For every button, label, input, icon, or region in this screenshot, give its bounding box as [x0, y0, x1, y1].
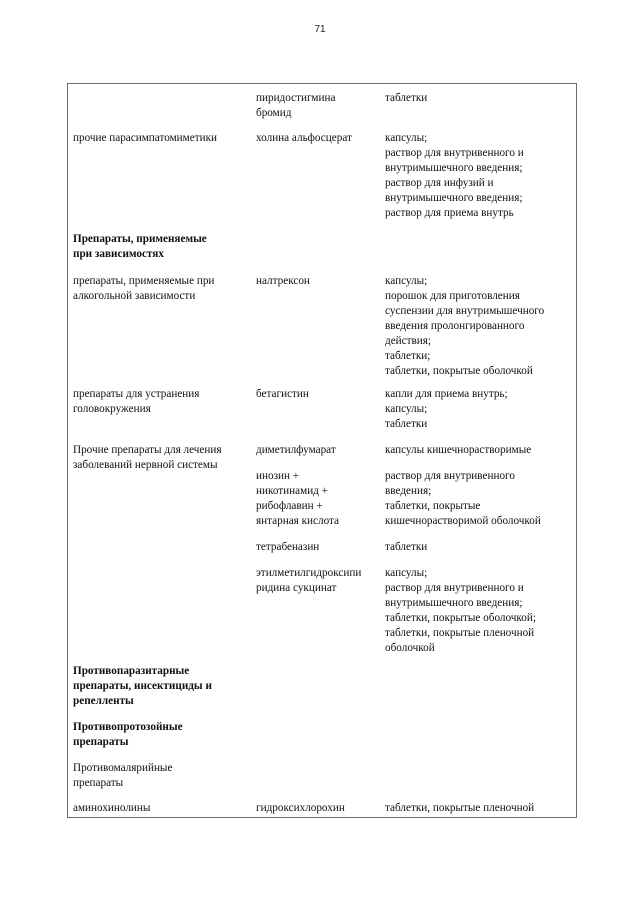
- drug-name-cell: [256, 801, 376, 816]
- drug-name-cell: [256, 443, 376, 458]
- dosage-form-line: внутримышечного введения;: [385, 192, 523, 204]
- drug-name-cell: [256, 274, 376, 289]
- drug-name-line: инозин +: [256, 470, 300, 482]
- dosage-form-line: раствор для приема внутрь: [385, 207, 514, 219]
- dosage-form-cell: [385, 566, 573, 656]
- drug-name-cell: [256, 387, 376, 402]
- group-line: заболеваний нервной системы: [73, 459, 218, 471]
- dosage-form-line: введения;: [385, 485, 432, 497]
- dosage-form-line: таблетки: [385, 418, 428, 430]
- section-heading-line: Противопротозойные: [73, 721, 183, 733]
- section-heading-line: репелленты: [73, 695, 134, 707]
- dosage-form-cell: [385, 91, 573, 106]
- drug-name-line: рибофлавин +: [256, 500, 323, 512]
- dosage-form-line: капсулы;: [385, 403, 428, 415]
- group-line: препараты для устранения: [73, 388, 200, 400]
- dosage-form-cell: [385, 540, 573, 555]
- group-cell: [73, 387, 248, 417]
- dosage-form-line: раствор для инфузий и: [385, 177, 494, 189]
- group-line: прочие парасимпатомиметики: [73, 132, 217, 144]
- dosage-form-line: раствор для внутривенного и: [385, 582, 524, 594]
- drug-name-line: бромид: [256, 107, 292, 119]
- group-cell: [73, 131, 248, 146]
- dosage-form-line: введения пролонгированного: [385, 320, 525, 332]
- section-heading: [73, 720, 248, 750]
- group-line: Противомалярийные: [73, 762, 173, 774]
- drug-name-line: янтарная кислота: [256, 515, 340, 527]
- dosage-form-line: капсулы;: [385, 275, 428, 287]
- drug-name-cell: [256, 469, 376, 529]
- section-heading: [73, 232, 248, 262]
- drug-name-line: холина альфосцерат: [256, 132, 352, 144]
- group-line: алкогольной зависимости: [73, 290, 196, 302]
- dosage-form-line: капсулы кишечнорастворимые: [385, 444, 532, 456]
- dosage-form-line: действия;: [385, 335, 432, 347]
- dosage-form-cell: [385, 801, 573, 816]
- dosage-form-cell: [385, 131, 573, 221]
- group-line: препараты, применяемые при: [73, 275, 215, 287]
- dosage-form-cell: [385, 443, 573, 458]
- dosage-form-cell: [385, 274, 573, 379]
- drug-name-cell: [256, 566, 376, 596]
- dosage-form-cell: [385, 387, 573, 432]
- dosage-form-line: таблетки: [385, 541, 428, 553]
- drug-name-cell: [256, 540, 376, 555]
- dosage-form-line: таблетки, покрытые оболочкой: [385, 365, 533, 377]
- dosage-form-line: таблетки, покрытые пленочной: [385, 802, 535, 814]
- dosage-form-line: таблетки, покрытые пленочной: [385, 627, 535, 639]
- section-heading: [73, 664, 248, 709]
- drug-name-line: ридина сукцинат: [256, 582, 337, 594]
- group-cell: [73, 274, 248, 304]
- section-heading-line: при зависимостях: [73, 248, 164, 260]
- group-cell: [73, 761, 248, 791]
- dosage-form-line: раствор для внутривенного и: [385, 147, 524, 159]
- section-heading-line: препараты: [73, 736, 129, 748]
- drug-name-cell: [256, 131, 376, 146]
- page-number: 71: [314, 24, 326, 35]
- dosage-form-line: таблетки, покрытые: [385, 500, 481, 512]
- group-cell: [73, 801, 248, 816]
- dosage-form-line: порошок для приготовления: [385, 290, 520, 302]
- dosage-form-line: суспензии для внутримышечного: [385, 305, 545, 317]
- drug-name-line: гидроксихлорохин: [256, 802, 345, 814]
- dosage-form-line: таблетки;: [385, 350, 431, 362]
- drug-name-line: диметилфумарат: [256, 444, 336, 456]
- drug-name-line: тетрабеназин: [256, 541, 320, 553]
- dosage-form-line: капли для приема внутрь;: [385, 388, 508, 400]
- drug-name-cell: [256, 91, 376, 121]
- dosage-form-line: таблетки: [385, 92, 428, 104]
- dosage-form-line: капсулы;: [385, 132, 428, 144]
- drug-name-line: бетагистин: [256, 388, 309, 400]
- section-heading-line: Противопаразитарные: [73, 665, 190, 677]
- dosage-form-line: оболочкой: [385, 642, 435, 654]
- dosage-form-line: внутримышечного введения;: [385, 597, 523, 609]
- drug-name-line: этилметилгидроксипи: [256, 567, 362, 579]
- group-line: Прочие препараты для лечения: [73, 444, 222, 456]
- drug-name-line: налтрексон: [256, 275, 310, 287]
- group-cell: [73, 443, 248, 473]
- group-line: аминохинолины: [73, 802, 151, 814]
- dosage-form-line: капсулы;: [385, 567, 428, 579]
- dosage-form-line: раствор для внутривенного: [385, 470, 515, 482]
- group-line: препараты: [73, 777, 124, 789]
- dosage-form-cell: [385, 469, 573, 529]
- drug-name-line: никотинамид +: [256, 485, 328, 497]
- section-heading-line: препараты, инсектициды и: [73, 680, 212, 692]
- dosage-form-line: внутримышечного введения;: [385, 162, 523, 174]
- group-line: головокружения: [73, 403, 151, 415]
- section-heading-line: Препараты, применяемые: [73, 233, 207, 245]
- drug-table: [67, 83, 577, 818]
- drug-name-line: пиридостигмина: [256, 92, 336, 104]
- dosage-form-line: таблетки, покрытые оболочкой;: [385, 612, 536, 624]
- dosage-form-line: кишечнорастворимой оболочкой: [385, 515, 541, 527]
